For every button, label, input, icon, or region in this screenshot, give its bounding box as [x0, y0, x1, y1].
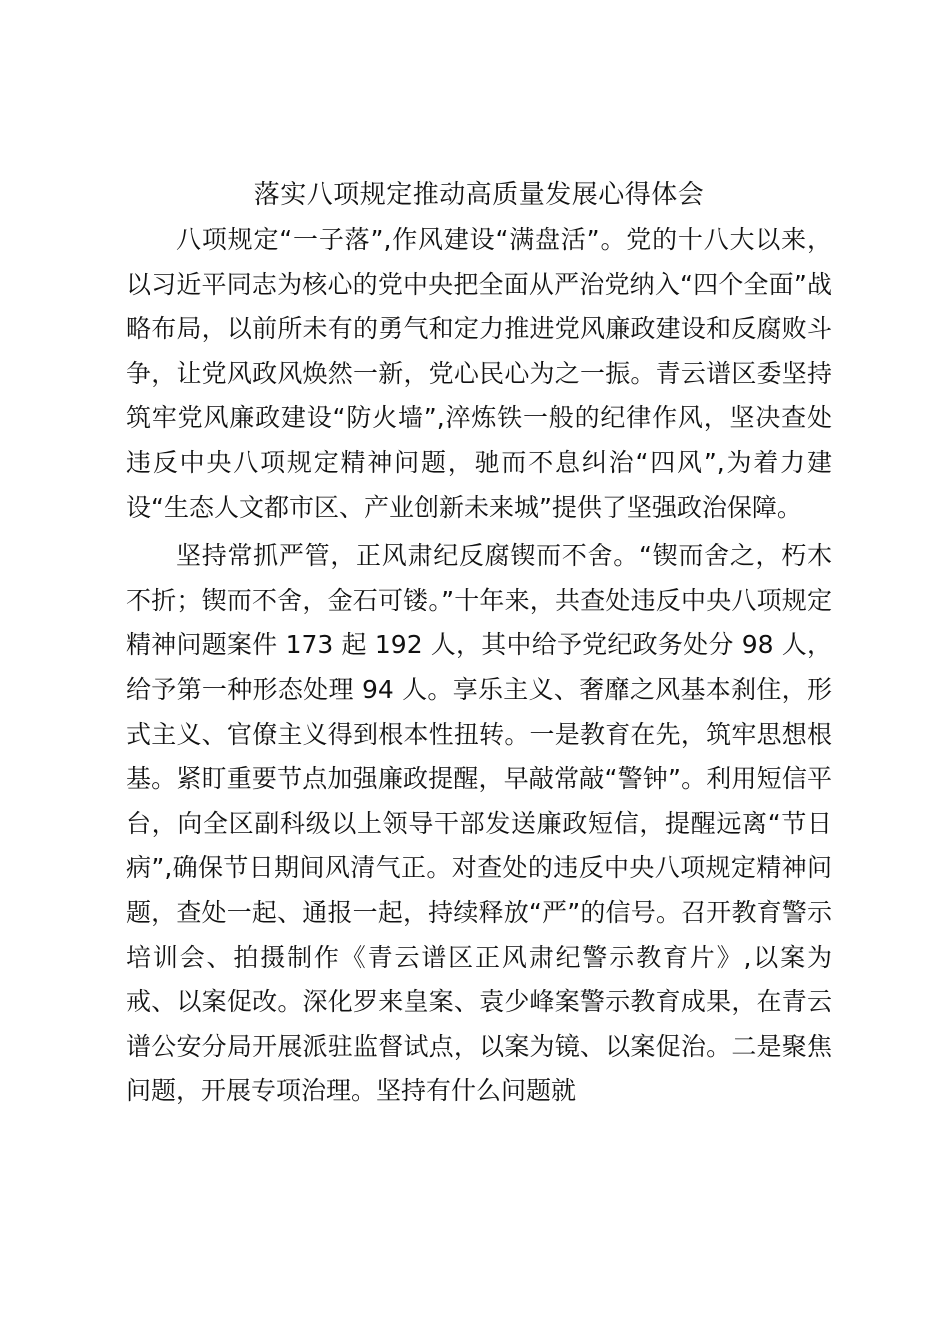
- paragraph-discipline: 坚持常抓严管，正风肃纪反腐锲而不舍。“锲而舍之，朽木不折；锲而不舍，金石可镂。”十年来，共查处违反中央八项规定精神问题案件 173 起 192 人，其中给予党纪政务处分 98 人，给予第一种形态处理 94 人。享乐主义、奢靡之风基本刹住，形式主义、官僚主义得到根本性扭转。一是教育在先，筑牢思想根基。紧盯重要节点加强廉政提醒，早敲常敲“警钟”。利用短信平台，向全区副科级以上领导干部发送廉政短信，提醒远离“节日病”,确保节日期间风清气正。对查处的违反中央八项规定精神问题，查处一起、通报一起，持续释放“严”的信号。召开教育警示培训会、拍摄制作《青云谱区正风肃纪警示教育片》,以案为戒、以案促改。深化罗来皇案、袁少峰案警示教育成果，在青云谱公安分局开展派驻监督试点，以案为镜、以案促治。二是聚焦问题，开展专项治理。坚持有什么问题就: [126, 541, 832, 1106]
- paragraph-intro: 八项规定“一子落”,作风建设“满盘活”。党的十八大以来，以习近平同志为核心的党中央把全面从严治党纳入“四个全面”战略布局，以前所未有的勇气和定力推进党风廉政建设和反腐败斗争，让党风政风焕然一新，党心民心为之一振。青云谱区委坚持筑牢党风廉政建设“防火墙”,淬炼铁一般的纪律作风，坚决查处违反中央八项规定精神问题，驰而不息纠治“四风”,为着力建设“生态人文都市区、产业创新未来城”提供了坚强政治保障。: [126, 225, 832, 522]
- document-title: 落实八项规定推动高质量发展心得体会: [253, 180, 705, 210]
- document-page: [126, 172, 832, 1114]
